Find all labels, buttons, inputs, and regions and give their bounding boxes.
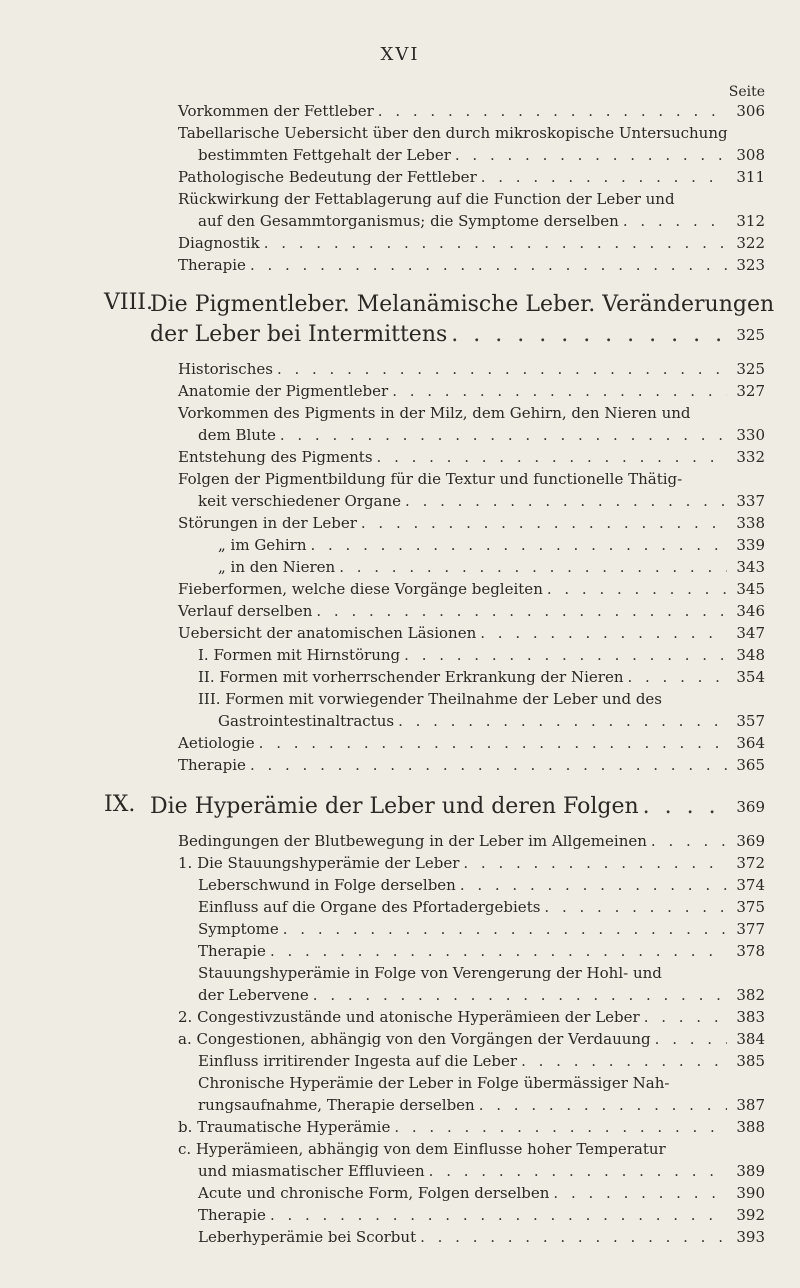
leader-dots — [651, 830, 727, 852]
toc-entry-title: Aetiologie — [178, 734, 255, 752]
leader-dots — [481, 166, 727, 188]
toc-entry-page: 390 — [736, 1184, 765, 1202]
toc-entry-title: 2. Congestivzustände und atonische Hyperämieen der Leber — [178, 1008, 640, 1026]
toc-entry-title: Verlauf derselben — [178, 602, 313, 620]
leader-dots — [429, 1160, 727, 1182]
leader-dots — [398, 710, 727, 732]
toc-entry-title: dem Blute — [198, 426, 276, 444]
table-of-contents — [104, 100, 775, 1248]
toc-entry — [150, 380, 765, 402]
toc-entry — [150, 1204, 765, 1226]
toc-entry-page: 348 — [736, 646, 765, 664]
leader-dots — [544, 896, 727, 918]
leader-dots — [270, 940, 727, 962]
toc-entry-page: 375 — [736, 898, 765, 916]
toc-entry-title: Entstehung des Pigments — [178, 448, 373, 466]
toc-entry-title: Stauungshyperämie in Folge von Verengerung der Hohl- und — [198, 964, 662, 982]
toc-entry-page: 347 — [736, 624, 765, 642]
toc-entry-title: Leberschwund in Folge derselben — [198, 876, 456, 894]
toc-entry — [150, 1050, 765, 1072]
page-number: XVI — [380, 44, 420, 65]
toc-entry — [150, 1006, 765, 1028]
toc-entry — [150, 446, 765, 468]
toc-entry — [150, 358, 765, 380]
toc-entry-title: keit verschiedener Organe — [198, 492, 402, 510]
toc-entry-page: 389 — [736, 1162, 765, 1180]
toc-entry — [150, 666, 765, 688]
toc-entry — [150, 556, 765, 578]
toc-entry-title: Therapie — [178, 256, 246, 274]
toc-entry-page: 384 — [736, 1030, 765, 1048]
toc-entry — [150, 940, 765, 962]
chapter-heading — [104, 792, 765, 822]
toc-entry-page: 388 — [736, 1118, 765, 1136]
toc-entry — [150, 100, 765, 122]
toc-entry-title: Anatomie der Pigmentleber — [178, 382, 389, 400]
toc-entry-title: Tabellarische Uebersicht über den durch mikroskopische Untersuchung — [178, 124, 728, 142]
toc-entry-page: 323 — [736, 256, 765, 274]
toc-entry-title: Pathologische Bedeutung der Fettleber — [178, 168, 477, 186]
toc-entry-page: 338 — [736, 514, 765, 532]
leader-dots — [480, 622, 727, 644]
toc-entry-title: Symptome — [198, 920, 279, 938]
leader-dots — [394, 1116, 727, 1138]
toc-entry — [150, 122, 765, 166]
toc-entry — [150, 578, 765, 600]
toc-entry-page: 377 — [736, 920, 765, 938]
toc-entry-page: 312 — [736, 212, 765, 230]
toc-entry — [150, 830, 765, 852]
toc-entry-title: Gastrointestinaltractus — [218, 712, 395, 730]
leader-dots — [250, 754, 727, 776]
toc-entry-page: 306 — [736, 102, 765, 120]
toc-entry — [150, 232, 765, 254]
toc-entry-title: auf den Gesammtorganismus; die Symptome derselben — [198, 212, 619, 230]
toc-entry-page: 311 — [736, 168, 765, 186]
toc-entry-page: 354 — [736, 668, 765, 686]
leader-dots — [339, 556, 727, 578]
leader-dots — [313, 984, 727, 1006]
toc-entry-title: Rückwirkung der Fettablagerung auf die Function der Leber und — [178, 190, 675, 208]
leader-dots — [270, 1204, 727, 1226]
toc-entry — [150, 402, 765, 446]
toc-entry — [150, 732, 765, 754]
toc-entry-title: Therapie — [178, 756, 246, 774]
toc-entry-page: 385 — [736, 1052, 765, 1070]
toc-entry — [150, 918, 765, 940]
toc-entry-title: I. Formen mit Hirnstörung — [198, 646, 401, 664]
toc-entry-page: 332 — [736, 448, 765, 466]
leader-dots — [479, 1094, 727, 1116]
toc-entry-page: 308 — [736, 146, 765, 164]
leader-dots — [643, 792, 727, 822]
toc-entry-title: Therapie — [198, 942, 266, 960]
toc-entry-title: Uebersicht der anatomischen Läsionen — [178, 624, 477, 642]
toc-entry-title: bestimmten Fettgehalt der Leber — [198, 146, 451, 164]
toc-entry-title: Diagnostik — [178, 234, 260, 252]
leader-dots — [644, 1006, 727, 1028]
leader-dots — [655, 1028, 727, 1050]
toc-entry-title: Historisches — [178, 360, 273, 378]
toc-entry-page: 327 — [736, 382, 765, 400]
leader-dots — [361, 512, 727, 534]
toc-entry-page: 387 — [736, 1096, 765, 1114]
seite-label: Seite — [728, 84, 765, 100]
toc-entry — [150, 1138, 765, 1182]
leader-dots — [392, 380, 727, 402]
toc-entry-title: III. Formen mit vorwiegender Theilnahme der Leber und des — [198, 690, 663, 708]
toc-entry-page: 372 — [736, 854, 765, 872]
leader-dots — [451, 320, 727, 350]
toc-entry-title: a. Congestionen, abhängig von den Vorgängen der Verdauung — [178, 1030, 651, 1048]
toc-entry — [150, 1028, 765, 1050]
toc-entry — [150, 644, 765, 666]
toc-entry-page: 369 — [736, 832, 765, 850]
toc-entry-title: „ im Gehirn — [218, 536, 307, 554]
toc-entry-title: c. Hyperämieen, abhängig von dem Einflusse hoher Temperatur — [178, 1140, 666, 1158]
toc-entry — [150, 600, 765, 622]
toc-entry — [150, 754, 765, 776]
toc-entry-title: II. Formen mit vorherrschender Erkrankung der Nieren — [198, 668, 624, 686]
toc-entry-page: 322 — [736, 234, 765, 252]
toc-entry — [150, 1182, 765, 1204]
toc-entry-title: der Lebervene — [198, 986, 309, 1004]
toc-entry-title: Die Hyperämie der Leber und deren Folgen — [150, 794, 639, 819]
toc-entry-page: 325 — [736, 326, 765, 344]
leader-dots — [455, 144, 727, 166]
toc-entry — [150, 1072, 765, 1116]
toc-entry — [150, 188, 765, 232]
toc-entry-page: 339 — [736, 536, 765, 554]
toc-entry-page: 392 — [736, 1206, 765, 1224]
toc-entry-title: Einfluss auf die Organe des Pfortadergebiets — [198, 898, 541, 916]
toc-entry-title: rungsaufnahme, Therapie derselben — [198, 1096, 475, 1114]
toc-entry-page: 325 — [736, 360, 765, 378]
toc-entry-title: Chronische Hyperämie der Leber in Folge übermässiger Nah- — [198, 1074, 670, 1092]
toc-entry — [150, 1226, 765, 1248]
toc-entry-page: 343 — [736, 558, 765, 576]
leader-dots — [264, 232, 727, 254]
toc-entry — [150, 852, 765, 874]
toc-entry-page: 330 — [736, 426, 765, 444]
leader-dots — [316, 600, 727, 622]
toc-entry — [150, 166, 765, 188]
toc-entry-title: Einfluss irritirender Ingesta auf die Leber — [198, 1052, 518, 1070]
toc-entry-page: 382 — [736, 986, 765, 1004]
toc-entry — [150, 688, 765, 732]
chapter-numeral: VIII. — [104, 290, 153, 315]
toc-entry-title: der Leber bei Intermittens — [150, 322, 448, 347]
leader-dots — [405, 490, 727, 512]
leader-dots — [283, 918, 727, 940]
toc-entry-title: 1. Die Stauungshyperämie der Leber — [178, 854, 460, 872]
toc-entry-page: 365 — [736, 756, 765, 774]
toc-entry-page: 364 — [736, 734, 765, 752]
leader-dots — [460, 874, 727, 896]
toc-entry — [150, 468, 765, 512]
leader-dots — [521, 1050, 727, 1072]
toc-entry-title: Vorkommen des Pigments in der Milz, dem Gehirn, den Nieren und — [178, 404, 691, 422]
toc-entry-title: und miasmatischer Effluvieen — [198, 1162, 425, 1180]
toc-entry-title: Therapie — [198, 1206, 266, 1224]
toc-entry — [150, 962, 765, 1006]
toc-entry-page: 378 — [736, 942, 765, 960]
toc-entry-page: 369 — [736, 798, 765, 816]
leader-dots — [547, 578, 727, 600]
toc-entry — [150, 896, 765, 918]
toc-entry-title: Vorkommen der Fettleber — [178, 102, 374, 120]
toc-entry — [150, 254, 765, 276]
leader-dots — [553, 1182, 727, 1204]
toc-entry-title: Leberhyperämie bei Scorbut — [198, 1228, 417, 1246]
toc-entry — [150, 512, 765, 534]
toc-entry-title: Störungen in der Leber — [178, 514, 357, 532]
toc-entry-title: b. Traumatische Hyperämie — [178, 1118, 391, 1136]
toc-entry-page: 393 — [736, 1228, 765, 1246]
leader-dots — [377, 446, 727, 468]
toc-entry-title: Die Pigmentleber. Melanämische Leber. Veränderungen — [150, 292, 775, 317]
toc-entry-title: Folgen der Pigmentbildung für die Textur und functionelle Thätig- — [178, 470, 683, 488]
leader-dots — [250, 254, 727, 276]
leader-dots — [404, 644, 727, 666]
toc-entry-page: 346 — [736, 602, 765, 620]
chapter-numeral: IX. — [104, 792, 136, 817]
chapter-heading — [104, 290, 775, 350]
leader-dots — [420, 1226, 727, 1248]
leader-dots — [463, 852, 727, 874]
toc-entry-page: 345 — [736, 580, 765, 598]
toc-entry-title: Bedingungen der Blutbewegung in der Leber im Allgemeinen — [178, 832, 647, 850]
toc-entry — [150, 534, 765, 556]
toc-entry-title: Acute und chronische Form, Folgen derselben — [198, 1184, 550, 1202]
toc-entry-page: 374 — [736, 876, 765, 894]
toc-entry-page: 337 — [736, 492, 765, 510]
toc-entry — [150, 622, 765, 644]
leader-dots — [277, 358, 727, 380]
toc-entry-title: Fieberformen, welche diese Vorgänge begleiten — [178, 580, 543, 598]
leader-dots — [378, 100, 727, 122]
toc-entry-page: 383 — [736, 1008, 765, 1026]
toc-entry — [150, 874, 765, 896]
leader-dots — [310, 534, 727, 556]
leader-dots — [627, 666, 727, 688]
toc-entry-page: 357 — [736, 712, 765, 730]
leader-dots — [259, 732, 727, 754]
toc-entry-title: „ in den Nieren — [218, 558, 336, 576]
leader-dots — [280, 424, 727, 446]
leader-dots — [623, 210, 727, 232]
toc-entry — [150, 1116, 765, 1138]
